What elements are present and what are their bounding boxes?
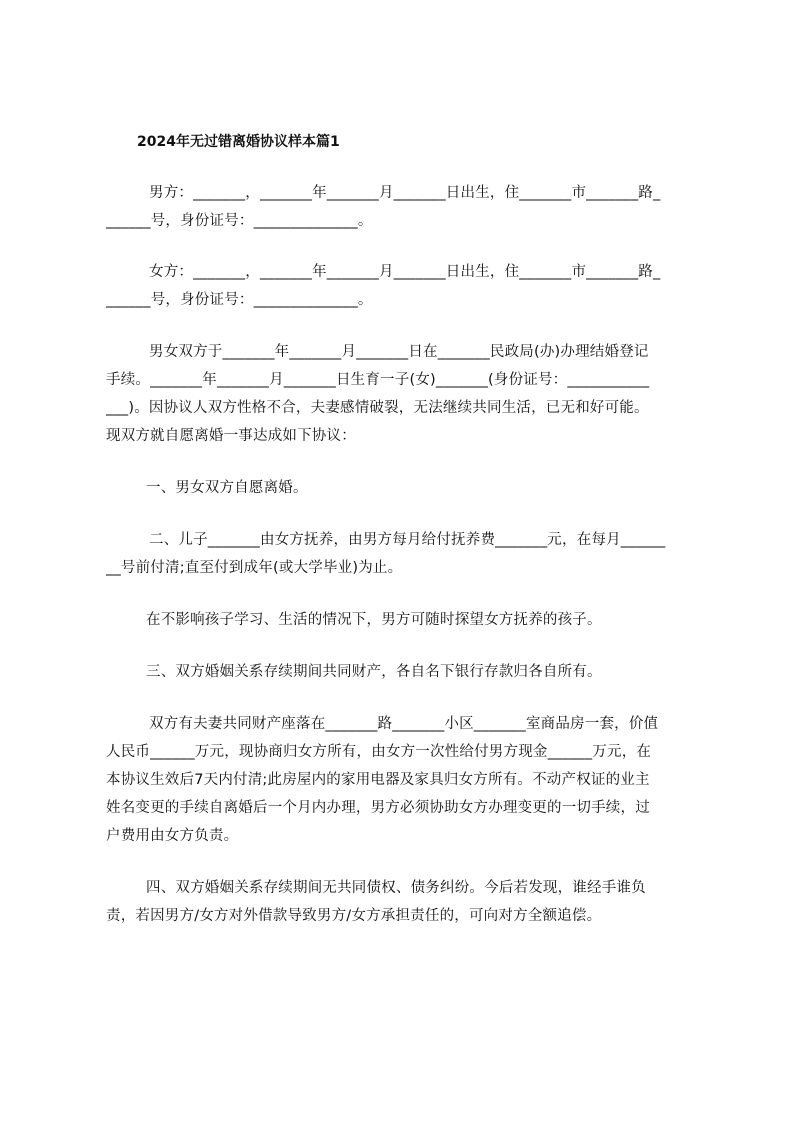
clause-1-line-1: 一、男女双方自愿离婚。 [146,480,308,496]
visitation-line-1: 在不影响孩子学习、生活的情况下，男方可随时探望女方抚养的孩子。 [146,612,602,628]
property-line-5: 户费用由女方负责。 [106,828,239,844]
marriage-background-line-1: 男女双方于_______年_______月_______日在_______民政局(办)办理结婚登记 [149,344,649,360]
clause-2-line-2: __号前付清;直至付到成年(或大学毕业)为止。 [106,560,403,576]
clause-4-line-2: 责，若因男方/女方对外借款导致男方/女方承担责任的，可向对方全额追偿。 [106,908,602,924]
property-line-4: 姓名变更的手续自离婚后一个月内办理，男方必须协助女方办理变更的一切手续，过 [106,800,650,816]
clause-4-line-1: 四、双方婚姻关系存续期间无共同债权、债务纠纷。今后若发现，谁经手谁负 [146,880,646,896]
clause-2-line-1: 二、儿子_______由女方抚养，由男方每月给付抚养费_______元，在每月______ [149,532,666,548]
property-line-1: 双方有夫妻共同财产座落在_______路_______小区_______室商品房一套，价值 [149,716,659,732]
property-line-3: 本协议生效后7天内付清;此房屋内的家用电器及家具归女方所有。不动产权证的业主 [106,772,650,788]
property-line-2: 人民币______万元，现协商归女方所有，由女方一次性给付男方现金______万元，在 [106,744,652,760]
husband-info-line-2: ______号，身份证号：______________。 [106,213,373,229]
marriage-background-line-3: ___)。因协议人双方性格不合，夫妻感情破裂，无法继续共同生活，已无和好可能。 [106,400,649,416]
wife-info-line-2: ______号，身份证号：______________。 [106,292,373,308]
husband-info-line-1: 男方：_______，_______年_______月_______日出生，住_______市_______路_ [149,185,661,201]
marriage-background-line-2: 手续。_______年_______月_______日生育一子(女)_______(身份证号：___________ [106,372,650,388]
wife-info-line-1: 女方：_______，_______年_______月_______日出生，住_______市_______路_ [149,264,661,280]
clause-3-line-1: 三、双方婚姻关系存续期间共同财产，各自名下银行存款归各自所有。 [146,664,602,680]
document-title: 2024年无过错离婚协议样本篇1 [137,134,340,150]
marriage-background-line-4: 现双方就自愿离婚一事达成如下协议： [106,428,356,444]
